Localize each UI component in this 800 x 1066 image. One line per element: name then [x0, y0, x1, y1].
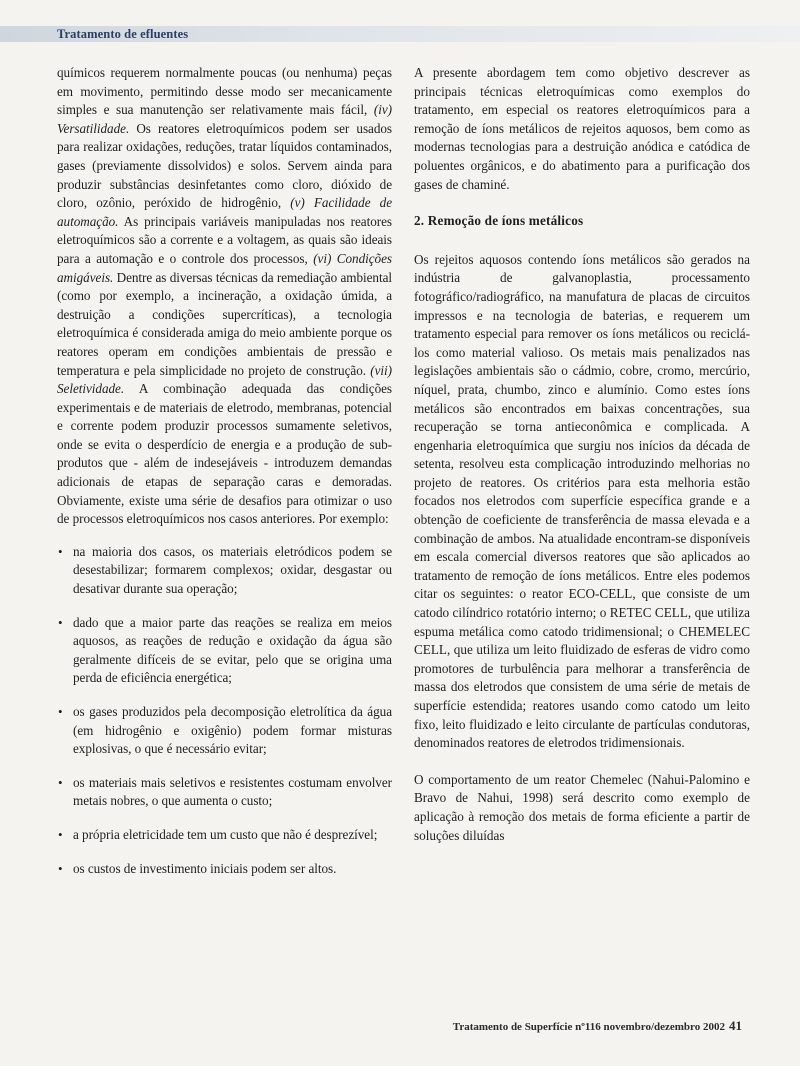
page-number: 41 — [729, 1018, 742, 1033]
list-item: • os gases produzidos pela decomposição eletrolítica da água (em hidrogênio e oxigênio) podem formar misturas explosivas, o que é necessário evitar; — [57, 703, 392, 759]
journal-info: Tratamento de Superfície nº116 novembro/dezembro 2002 — [452, 1021, 725, 1033]
text-run: As principais variáveis manipuladas nos reatores eletroquímicos são a corrente e a voltagem, as quais são ideais para a automação e o controle dos processos, — [57, 213, 392, 266]
list-item: • a própria eletricidade tem um custo que não é desprezível; — [57, 826, 392, 845]
emphasis-seletividade: (vii) Seletividade. — [57, 362, 392, 397]
intro-paragraph: A presente abordagem tem como objetivo descrever as principais técnicas eletroquímicas como exemplos do tratamento, em especial os reatores eletroquímicos para a remoção de íons metálicos de rejeitos aquosos, bem como as modernas tecnologias para a destruição anódica e catódica de poluentes orgânicos, e do abatimento para a purificação dos gases de chaminé. — [414, 65, 750, 192]
left-paragraph — [57, 64, 392, 529]
text-run: A combinação adequada das condições experimentais e de materiais de eletrodo, membranas, potencial e corrente podem produzir processos sumamente seletivos, onde se evita o desperdício de energia e a produção de sub-produtos que - além de indesejáveis - introduzem demandas adicionais de etapas de separação caras e demoradas. Obviamente, existe uma série de desafios para otimizar o uso de processos eletroquímicos nos casos anteriores. Por exemplo: — [57, 381, 392, 527]
list-item: • na maioria dos casos, os materiais eletródicos podem se desestabilizar; formarem complexos; oxidar, desgastar ou desativar durante sua operação; — [57, 543, 392, 599]
section-body: Os rejeitos aquosos contendo íons metálicos são gerados na indústria de galvanoplastia, processamento fotográfico/radiográfico, na manufatura de placas de circuitos impressos e na tecnologia de baterias, e requerem um tratamento especial para remover os íons metálicos ou reciclá-los como material valioso. Os metais mais penalizados nas legislações ambientais são o cádmio, cobre, cromo, mercúrio, níquel, prata, chumbo, zinco e alumínio. Como estes íons metálicos são encontrados em baixas concentrações, sua recuperação se torna antieconômica e complicada. A engenharia eletroquímica que surgiu nos inícios da década de setenta, resolveu esta complicação introduzindo melhorias no projeto de reatores. Os critérios para esta melhoria estão focados nos eletrodos com superfície específica grande e a obtenção de coeficiente de transferência de massa elevada e a combinação de ambos. Na atualidade encontram-se disponíveis em escala comercial diversos reatores que são aplicados ao tratamento de remoção de íons metálicos. Entre eles podemos citar os seguintes: o reator ECO-CELL, que consiste de um catodo cilíndrico rotatório interno; o RETEC CELL, que utiliza espuma metálica como catodo tridimensional; o CHEMELEC CELL, que utiliza um leito fluidizado de esferas de vidro como promotores de turbulência para melhorar a transferência de massa dos eletrodos que consistem de uma série de metais de superfície estendida; reatores usando como catodo um leito fixo, leito fluidizado e leito circulante de partículas condutoras, denominados reatores de eletrodos tridimensionais. — [414, 251, 750, 751]
section-heading: 2. Remoção de íons metálicos — [414, 213, 584, 229]
running-title: Tratamento de efluentes — [57, 27, 189, 41]
text-run: químicos requerem normalmente poucas (ou nenhuma) peças em movimento, permitindo desse modo ser mecanicamente simples e sua manutenção ser relativamente mais fácil, — [57, 65, 392, 118]
challenges-list — [57, 543, 392, 878]
closing-paragraph: O comportamento de um reator Chemelec (Nahui-Palomino e Bravo de Nahui, 1998) será descrito como exemplo de aplicação à remoção dos metais de forma eficiente a partir de soluções diluídas — [414, 771, 750, 843]
page-footer — [420, 1018, 742, 1034]
emphasis-automacao: (v) Facilidade de automação. — [57, 195, 392, 229]
text-run: Os reatores eletroquímicos podem ser usados para realizar oxidações, reduções, tratar líquidos contaminados, gases (previamente dissolvidos) e solos. Servem ainda para produzir substâncias desinfetantes como cloro, dióxido de cloro, ozônio, peróxido de hidrogênio, — [57, 120, 392, 211]
list-item: • os custos de investimento iniciais podem ser altos. — [57, 860, 392, 879]
list-item: • os materiais mais seletivos e resistentes costumam envolver metais nobres, o que aumenta o custo; — [57, 774, 392, 811]
emphasis-condicoes: (vi) Condições amigáveis. — [57, 250, 392, 285]
left-column — [57, 64, 392, 893]
text-run: Dentre as diversas técnicas da remediação ambiental (como por exemplo, a incineração, a oxidação úmida, a destruição a condições supercríticas), a tecnologia eletroquímica é considerada amiga do meio ambiente porque os reatores operam em condições ambientais de pressão e temperatura e pela simplicidade no projeto de construção. — [57, 269, 392, 378]
emphasis-versatilidade: (iv) Versatilidade. — [57, 102, 392, 136]
right-column — [414, 64, 750, 863]
list-item: • dado que a maior parte das reações se realiza em meios aquosos, as reações de redução e oxidação da água são geralmente difíceis de se evitar, pelo que se origina uma perda de eficiência energética; — [57, 614, 392, 688]
